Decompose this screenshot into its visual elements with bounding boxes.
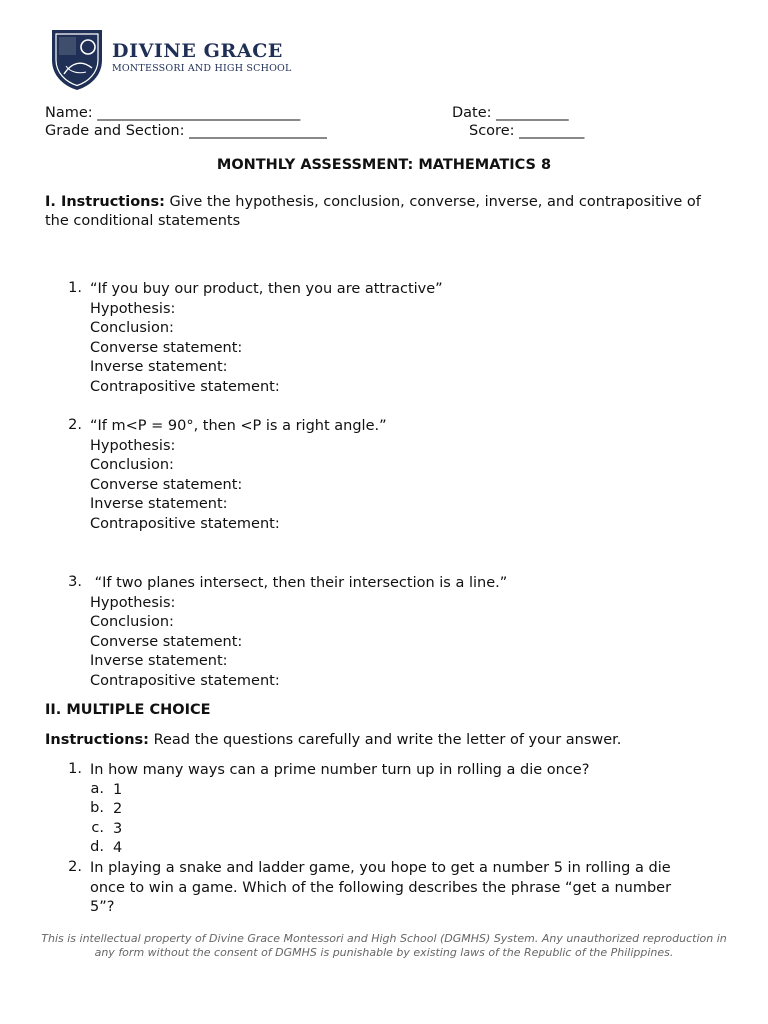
option-text: 4 — [113, 840, 123, 857]
item-statement: “If two planes intersect, then their intersection is a line.” — [90, 575, 508, 591]
item-field-conclusion: Conclusion: — [90, 320, 174, 337]
item-field-hypothesis: Hypothesis: — [90, 300, 176, 317]
part2-instructions-label: Instructions: — [45, 732, 149, 748]
option-text: 2 — [113, 801, 123, 818]
question-text-line: 5”? — [90, 899, 115, 916]
item-field-contrapositive: Contrapositive statement: — [90, 673, 280, 689]
school-logo — [48, 26, 292, 92]
part2-heading: II. MULTIPLE CHOICE — [45, 702, 211, 718]
option-letter: c. — [91, 819, 104, 836]
item-statement: “If m<P = 90°, then <P is a right angle.” — [90, 418, 387, 434]
item-field-contrapositive: Contrapositive statement: — [90, 379, 280, 395]
question-text-line: once to win a game. Which of the following describes the phrase “get a number — [90, 879, 672, 896]
score-field: Score: _________ — [469, 123, 585, 139]
question-number: 1. — [68, 761, 82, 777]
item-field-converse: Converse statement: — [90, 339, 243, 356]
part1-instructions-text: Give the hypothesis, conclusion, converse, inverse, and contrapositive of the conditional statements — [45, 194, 701, 229]
page-title: MONTHLY ASSESSMENT: MATHEMATICS 8 — [216, 157, 552, 173]
option-text: 1 — [113, 781, 123, 798]
item-field-conclusion: Conclusion: — [90, 457, 174, 474]
item-field-converse: Converse statement: — [90, 476, 243, 493]
item-field-inverse: Inverse statement: — [90, 653, 228, 670]
item-number: 1. — [68, 280, 82, 296]
question-number: 2. — [68, 859, 82, 875]
item-field-contrapositive: Contrapositive statement: — [90, 516, 280, 532]
part1-instructions-label: I. Instructions: — [45, 194, 165, 210]
item-field-conclusion: Conclusion: — [90, 614, 174, 631]
item-number: 2. — [68, 417, 82, 433]
item-field-inverse: Inverse statement: — [90, 359, 228, 376]
part2-instructions-text: Read the questions carefully and write the letter of your answer. — [148, 732, 622, 748]
copyright-footer: This is intellectual property of Divine Grace Montessori and High School (DGMHS) System. Any unauthorized reproduction in any form without the consent of DGMHS is punishable by existing laws of the Republic of the Philippines. — [41, 932, 727, 959]
item-field-hypothesis: Hypothesis: — [90, 437, 176, 454]
item-field-inverse: Inverse statement: — [90, 496, 228, 513]
option-text: 3 — [113, 820, 123, 837]
school-subtitle: MONTESSORI AND HIGH SCHOOL — [112, 63, 292, 74]
part1-instructions — [45, 193, 725, 231]
item-field-converse: Converse statement: — [90, 633, 243, 650]
grade-section-field: Grade and Section: ___________________ — [45, 123, 327, 139]
question-text-line: In playing a snake and ladder game, you hope to get a number 5 in rolling a die — [90, 860, 671, 876]
option-letter: a. — [90, 780, 104, 797]
part2-instructions — [45, 731, 725, 750]
option-letter: b. — [90, 800, 104, 817]
item-statement: “If you buy our product, then you are attractive” — [90, 281, 443, 297]
option-letter: d. — [90, 839, 104, 856]
school-crest-icon — [48, 26, 106, 92]
school-name: DIVINE GRACE — [112, 40, 284, 62]
date-field: Date: __________ — [452, 105, 569, 121]
question-text: In how many ways can a prime number turn up in rolling a die once? — [90, 762, 590, 778]
name-field: Name: ____________________________ — [45, 105, 301, 121]
item-number: 3. — [68, 574, 82, 590]
item-field-hypothesis: Hypothesis: — [90, 594, 176, 611]
